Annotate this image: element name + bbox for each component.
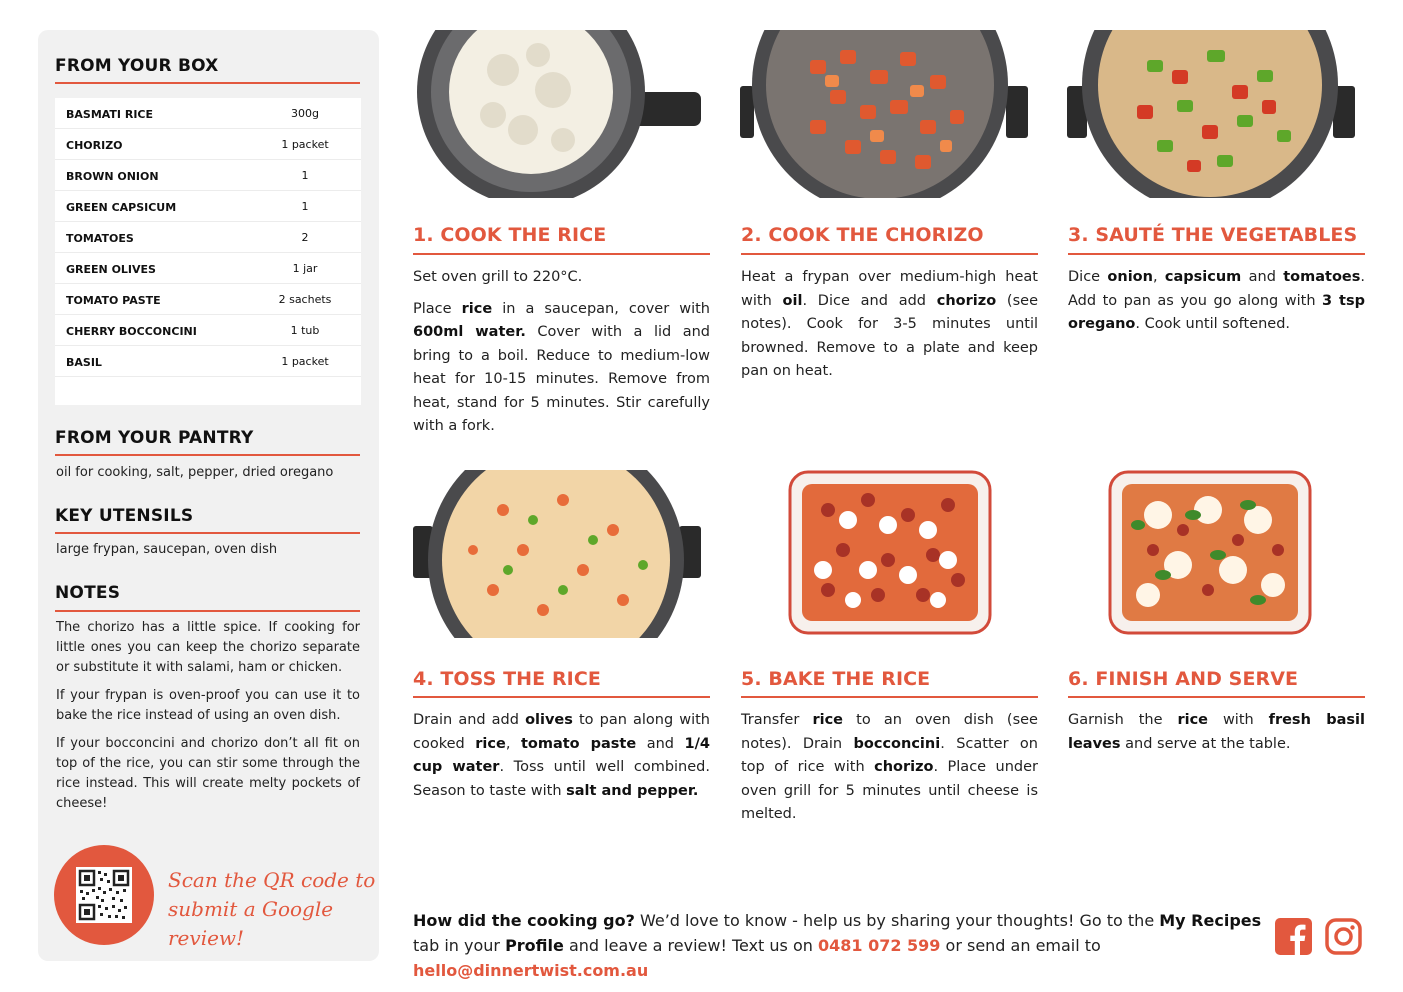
note-paragraph: If your frypan is oven-proof you can use it to bake the rice instead of using an oven dish. (56, 688, 360, 723)
ingredient-name: BASIL (66, 356, 102, 369)
instruction-text: . Add to pan as you go along with (1068, 269, 1365, 309)
utensils-text: large frypan, saucepan, oven dish (56, 542, 278, 557)
qr-badge (54, 845, 154, 945)
heading-rule (55, 610, 360, 612)
ingredient-table (55, 98, 361, 405)
step-6-photo (1108, 470, 1312, 635)
instruction-paragraph (413, 709, 710, 803)
ingredient-qty: 1 (301, 169, 309, 182)
step-title: 3. SAUTÉ THE VEGETABLES (1068, 224, 1358, 246)
email-link[interactable]: hello@dinnertwist.com.au (413, 961, 649, 980)
instruction-text: Transfer (741, 712, 813, 728)
review-footer (413, 908, 1263, 983)
ingredient-highlight: capsicum (1164, 269, 1242, 285)
ingredient-highlight: 600ml water. (413, 324, 526, 340)
instruction-text: . Place under oven grill for 5 minutes until cheese is melted. (741, 759, 1038, 822)
ingredient-name: CHORIZO (66, 139, 123, 152)
instruction-paragraph (413, 298, 710, 439)
ingredient-highlight: fresh basil leaves (1068, 712, 1365, 752)
step-rule (741, 696, 1038, 698)
qr-code-icon[interactable] (76, 867, 132, 923)
footer-text: tab in your (413, 936, 506, 955)
ingredient-highlight: rice (475, 735, 506, 752)
instruction-text: and (636, 735, 685, 752)
instagram-icon[interactable] (1325, 918, 1362, 955)
instruction-text: . Scatter on top of rice with (741, 735, 1038, 775)
instruction-text: . Dice and add (802, 292, 937, 309)
ingredient-highlight: salt and pepper. (566, 782, 699, 799)
instruction-paragraph (413, 266, 710, 290)
ingredient-highlight: 1/4 cup water (413, 735, 710, 775)
ingredient-highlight: onion (1107, 269, 1153, 285)
ingredient-highlight: olives (525, 712, 573, 728)
table-row (55, 191, 361, 222)
heading-rule (55, 454, 360, 456)
instruction-text: Drain and add (413, 712, 526, 728)
ingredient-name: TOMATO PASTE (66, 294, 161, 307)
ingredient-name: CHERRY BOCCONCINI (66, 325, 197, 338)
instruction-paragraph (1068, 266, 1365, 337)
step-rule (741, 253, 1038, 255)
ingredient-highlight: chorizo (936, 292, 997, 309)
footer-emphasis: Profile (505, 936, 564, 955)
ingredient-highlight: tomatoes (1283, 269, 1361, 285)
step-instructions (413, 266, 710, 447)
table-row (55, 129, 361, 160)
step-instructions (1068, 266, 1365, 345)
ingredient-highlight: chorizo (874, 759, 934, 775)
step-3-photo (1067, 30, 1356, 198)
ingredient-highlight: 3 tsp oregano (1068, 292, 1365, 332)
ingredient-name: GREEN OLIVES (66, 263, 156, 276)
ingredient-qty: 1 jar (292, 262, 318, 275)
table-row (55, 315, 361, 346)
ingredient-qty: 2 (301, 231, 309, 244)
step-1-photo (413, 30, 702, 198)
instruction-text: with (1208, 712, 1269, 728)
heading-rule (55, 532, 360, 534)
ingredient-name: GREEN CAPSICUM (66, 201, 177, 214)
step-rule (1068, 253, 1365, 255)
table-row (55, 253, 361, 284)
instruction-paragraph (1068, 709, 1365, 756)
footer-text: and leave a review! Text us on (563, 936, 818, 955)
step-title: 5. BAKE THE RICE (741, 668, 931, 690)
ingredient-name: TOMATOES (66, 232, 134, 245)
step-5-photo (788, 470, 992, 635)
instruction-paragraph (741, 266, 1038, 384)
footer-emphasis: My Recipes (1159, 911, 1262, 930)
ingredient-highlight: tomato paste (520, 735, 637, 752)
step-rule (1068, 696, 1365, 698)
notes-heading: NOTES (55, 583, 121, 603)
pantry-heading: FROM YOUR PANTRY (55, 428, 254, 448)
ingredient-name: BASMATI RICE (66, 108, 154, 121)
step-title: 4. TOSS THE RICE (413, 668, 601, 690)
table-row (55, 160, 361, 191)
step-rule (413, 696, 710, 698)
table-row (55, 98, 361, 129)
note-paragraph: The chorizo has a little spice. If cooking for little ones you can keep the chorizo separate or substitute it with salami, ham or chicken. (56, 620, 360, 675)
qr-caption-line: submit a Google review! (168, 897, 334, 950)
instruction-text: and (1241, 269, 1284, 285)
step-2-photo (740, 30, 1029, 198)
ingredient-qty: 1 tub (290, 324, 320, 337)
step-title: 1. COOK THE RICE (413, 224, 607, 246)
footer-text: We’d love to know - help us by sharing your thoughts! Go to the (634, 911, 1160, 930)
instruction-paragraph (741, 709, 1038, 827)
ingredient-qty: 1 packet (281, 355, 329, 368)
instruction-text: to an oven dish (see notes). Drain (741, 712, 1038, 752)
instruction-text: . Toss until well combined. Season to taste with (413, 759, 710, 799)
instruction-text: . Cook until softened. (1135, 316, 1291, 332)
ingredient-highlight: rice (1177, 712, 1209, 728)
box-heading: FROM YOUR BOX (55, 56, 219, 76)
step-4-photo (413, 470, 702, 638)
step-title: 2. COOK THE CHORIZO (741, 224, 984, 246)
instruction-text: , (505, 735, 521, 752)
instruction-text: Dice (1068, 269, 1108, 285)
step-instructions (741, 709, 1038, 835)
instruction-text: , (1152, 269, 1165, 285)
instruction-text: to pan along with cooked (413, 712, 710, 752)
instruction-text: Cover with a lid and bring to a boil. Reduce to medium-low heat for 10-15 minutes. Remove from heat, stand for 5 minutes. Stir carefully with a fork. (413, 324, 710, 434)
step-instructions (413, 709, 710, 811)
step-instructions (741, 266, 1038, 392)
qr-caption-line: Scan the QR code to (168, 868, 376, 892)
footer-text: or send an email to (940, 936, 1101, 955)
ingredient-qty: 2 sachets (278, 293, 332, 306)
heading-rule (55, 82, 360, 84)
facebook-icon[interactable] (1275, 918, 1312, 955)
instruction-text: Garnish the (1068, 712, 1178, 728)
ingredient-highlight: bocconcini (853, 735, 941, 752)
ingredient-highlight: rice (461, 300, 493, 317)
instruction-text: (see notes). Cook for 3-5 minutes until browned. Remove to a plate and keep pan on heat. (741, 292, 1038, 379)
instruction-text: and serve at the table. (1120, 735, 1291, 752)
footer-emphasis: How did the cooking go? (413, 911, 635, 930)
ingredient-highlight: rice (812, 712, 844, 728)
ingredient-highlight: oil (782, 292, 803, 309)
instruction-text: Place (413, 300, 462, 317)
utensils-heading: KEY UTENSILS (55, 506, 194, 526)
pantry-text: oil for cooking, salt, pepper, dried oregano (56, 465, 334, 480)
step-title: 6. FINISH AND SERVE (1068, 668, 1299, 690)
ingredient-qty: 300g (291, 107, 319, 120)
instruction-text: in a saucepan, cover with (492, 300, 710, 317)
step-instructions (1068, 709, 1365, 764)
ingredient-qty: 1 (301, 200, 309, 213)
step-rule (413, 253, 710, 255)
ingredient-qty: 1 packet (281, 138, 329, 151)
phone-link[interactable]: 0481 072 599 (817, 936, 941, 955)
instruction-text: Heat a frypan over medium-high heat with (741, 269, 1038, 309)
note-paragraph: If your bocconcini and chorizo don’t all fit on top of the rice, you can stir some through the rice instead. This will create melty pockets of cheese! (56, 736, 360, 811)
ingredient-name: BROWN ONION (66, 170, 159, 183)
instruction-text: Set oven grill to 220°C. (413, 269, 583, 285)
sidebar (38, 30, 379, 961)
table-row (55, 346, 361, 377)
table-row (55, 284, 361, 315)
qr-caption (168, 866, 379, 953)
table-row (55, 222, 361, 253)
